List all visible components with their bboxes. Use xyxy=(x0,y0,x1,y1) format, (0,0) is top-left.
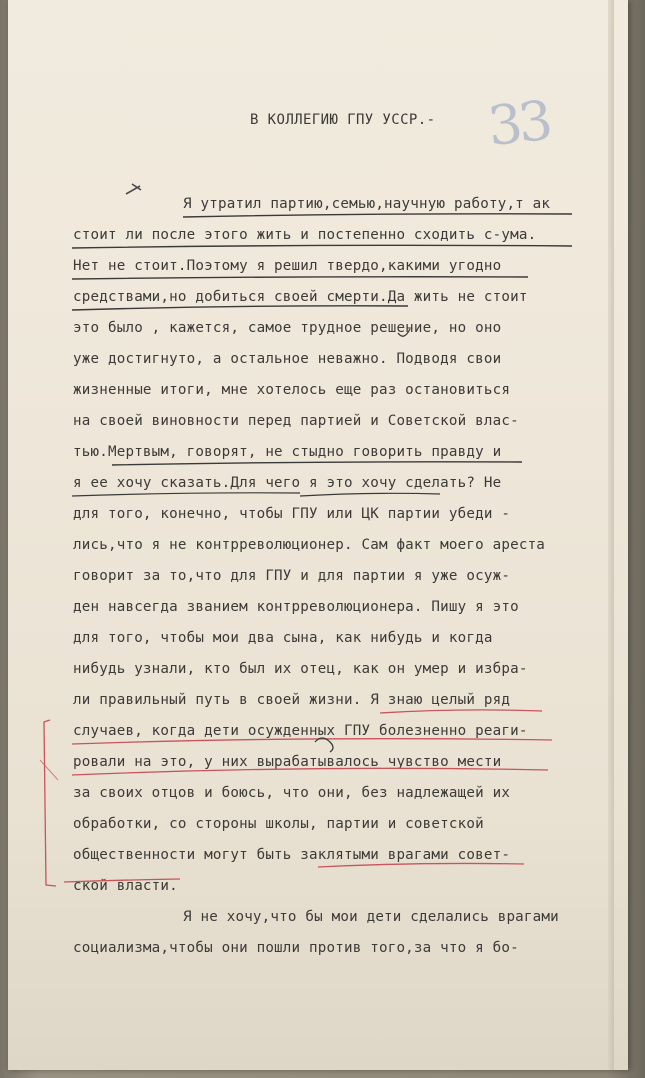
red-underline-mark xyxy=(72,739,552,744)
text-line: тью.Мертвым, говорят, не стыдно говорить правду и xyxy=(73,444,502,460)
red-margin-stroke xyxy=(40,760,58,780)
text-line: ден навсегда званием контрреволюционера. Пишу я это xyxy=(73,599,519,615)
text-line: обработки, со стороны школы, партии и советской xyxy=(73,816,484,832)
text-line: ровали на это, у них вырабатывалось чувство мести xyxy=(73,754,502,770)
text-line: уже достигнуто, а остальное неважно. Подводя свои xyxy=(73,351,502,367)
underline-mark xyxy=(183,214,572,217)
pencil-check-mark xyxy=(126,184,141,194)
handwritten-page-number: 33 xyxy=(484,88,552,159)
text-line: Я утратил партию,семью,научную работу,т ак xyxy=(183,196,551,212)
text-line: на своей виновности перед партией и Советской влас- xyxy=(73,413,519,429)
text-line: средствами,но добиться своей смерти.Да жить не стоит xyxy=(73,289,528,305)
text-line: случаев, когда дети осужденных ГПУ болезненно реаги- xyxy=(73,723,528,739)
text-line: общественности могут быть заклятыми врагами совет- xyxy=(73,847,511,863)
red-underline-mark xyxy=(380,710,542,713)
underline-mark xyxy=(72,245,572,248)
underline-mark xyxy=(72,277,528,279)
text-line: лись,что я не контрреволюционер. Сам факт моего ареста xyxy=(73,537,546,553)
text-line: для того, конечно, чтобы ГПУ или ЦК партии убеди - xyxy=(73,506,511,522)
text-line: я ее хочу сказать.Для чего я это хочу сделать? Не xyxy=(73,475,502,491)
text-line: Нет не стоит.Поэтому я решил твердо,какими угодно xyxy=(73,258,502,274)
red-margin-bracket xyxy=(44,720,56,886)
text-line: ли правильный путь в своей жизни. Я знаю целый ряд xyxy=(73,692,511,708)
text-line: социализма,чтобы они пошли против того,за что я бо- xyxy=(73,940,519,956)
red-underline-mark xyxy=(64,879,180,882)
text-line: это было , кажется, самое трудное решение, но оно xyxy=(73,320,502,336)
red-underline-mark xyxy=(72,768,548,775)
red-underline-mark xyxy=(318,863,524,867)
text-line: нибудь узнали, кто был их отец, как он умер и избра- xyxy=(73,661,528,677)
text-line: за своих отцов и боюсь, что они, без надлежащей их xyxy=(73,785,511,801)
pencil-comma-mark xyxy=(398,329,410,336)
pencil-insertion-mark xyxy=(315,738,333,752)
text-line: ской власти. xyxy=(73,878,178,894)
text-line: Я не хочу,что бы мои дети сделались врагами xyxy=(183,909,559,925)
underline-mark xyxy=(72,306,408,310)
text-line: для того, чтобы мои два сына, как нибудь и когда xyxy=(73,630,493,646)
underline-mark xyxy=(112,462,522,465)
text-line: говорит за то,что для ГПУ и для партии я уже осуж- xyxy=(73,568,511,584)
underline-mark xyxy=(300,493,440,496)
text-line: жизненные итоги, мне хотелось еще раз остановиться xyxy=(73,382,511,398)
letter-heading: В КОЛЛЕГИЮ ГПУ УССР.- xyxy=(250,112,436,128)
text-line: стоит ли после этого жить и постепенно сходить с-ума. xyxy=(73,227,537,243)
underline-mark xyxy=(72,493,300,496)
